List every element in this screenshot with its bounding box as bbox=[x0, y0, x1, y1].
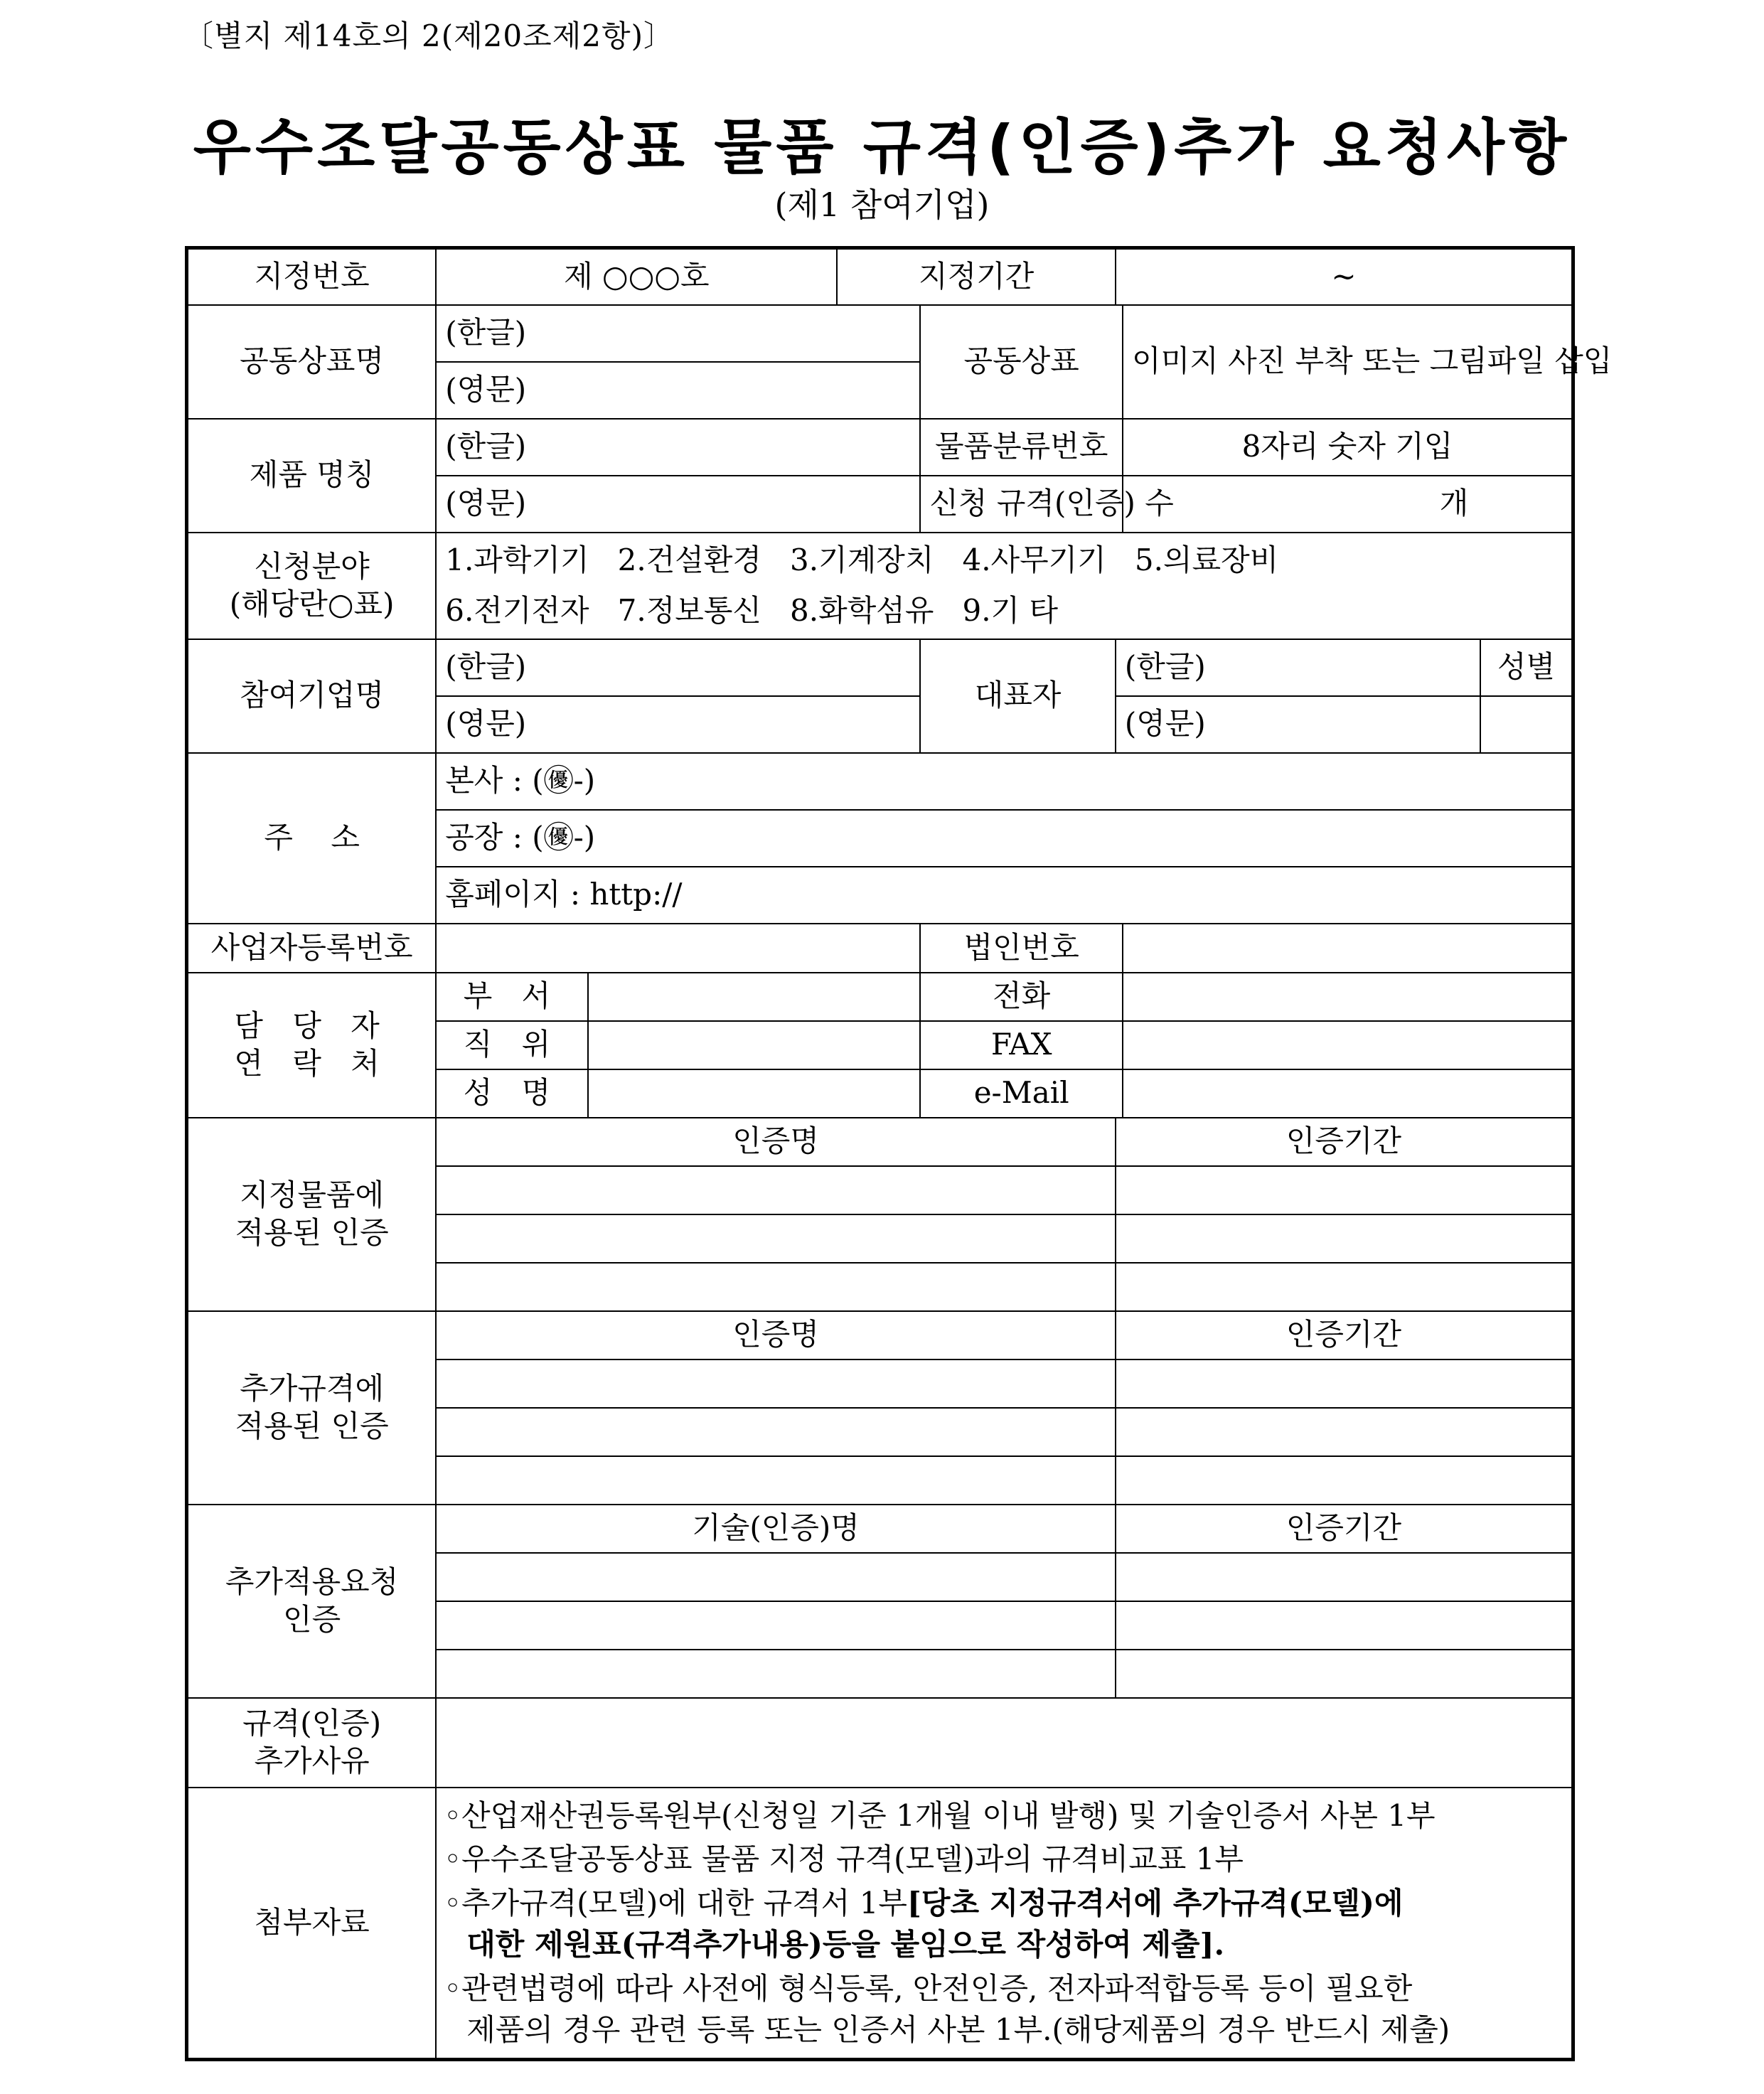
address-label: 주 소 bbox=[187, 753, 437, 924]
attachment-item-part: 대한 제원표(규격추가내용)등을 붙임으로 작성하여 제출]. bbox=[466, 1927, 1225, 1962]
cert-applied-label-line2: 적용된 인증 bbox=[235, 1214, 389, 1250]
field-label-line2: (해당란○표) bbox=[229, 586, 395, 621]
category-no-field[interactable]: 8자리 숫자 기입 bbox=[1123, 419, 1573, 476]
cert-added-label-line1: 추가규격에 bbox=[240, 1371, 385, 1406]
form-subtitle: (제1 참여기업) bbox=[774, 186, 990, 224]
cert-request-label bbox=[187, 1505, 437, 1698]
phone-label: 전화 bbox=[920, 973, 1123, 1021]
cert-applied-name-cell[interactable] bbox=[436, 1166, 1116, 1214]
attachment-item-part: ◦추가규격(모델)에 대한 규격서 1부 bbox=[444, 1886, 907, 1921]
product-name-eng-field[interactable]: (영문) bbox=[436, 476, 920, 533]
request-form-table bbox=[185, 246, 1613, 2061]
cert-applied-period-cell[interactable] bbox=[1116, 1214, 1573, 1263]
attachment-item bbox=[444, 1883, 1564, 1965]
phone-field[interactable] bbox=[1123, 973, 1573, 1021]
cert-request-period-cell[interactable] bbox=[1116, 1650, 1573, 1698]
dept-field[interactable] bbox=[588, 973, 921, 1021]
cert-applied-period-cell[interactable] bbox=[1116, 1166, 1573, 1214]
cert-request-label-line2: 인증 bbox=[283, 1601, 341, 1637]
biz-reg-label: 사업자등록번호 bbox=[187, 924, 437, 973]
hq-address-field[interactable]: 본사 : (㊝-) bbox=[436, 753, 1573, 810]
position-label: 직 위 bbox=[436, 1021, 587, 1069]
spec-count-unit: 개 bbox=[1439, 486, 1469, 521]
cert-applied-name-header: 인증명 bbox=[436, 1118, 1116, 1166]
person-name-field[interactable] bbox=[588, 1069, 921, 1118]
attachment-item-part: [당초 지정규격서에 추가규격(모델)에 bbox=[907, 1886, 1404, 1921]
field-options[interactable] bbox=[436, 533, 1573, 639]
field-label-line1: 신청분야 bbox=[254, 549, 370, 584]
gender-label: 성별 bbox=[1480, 639, 1573, 696]
tech-cert-name-cell[interactable] bbox=[436, 1650, 1116, 1698]
fax-label: FAX bbox=[920, 1021, 1123, 1069]
field-options-line1[interactable]: 1.과학기기 2.건설환경 3.기계장치 4.사무기기 5.의료장비 bbox=[445, 543, 1279, 577]
ceo-name-kor-field[interactable]: (한글) bbox=[1116, 639, 1480, 696]
brand-name-label: 공동상표명 bbox=[187, 305, 437, 419]
biz-reg-field[interactable] bbox=[436, 924, 920, 973]
cert-added-period-cell[interactable] bbox=[1116, 1456, 1573, 1505]
contact-label-line1: 담 당 자 bbox=[234, 1008, 390, 1043]
ceo-name-eng-field[interactable]: (영문) bbox=[1116, 696, 1480, 753]
cert-added-name-cell[interactable] bbox=[436, 1456, 1116, 1505]
attachment-item: ◦산업재산권등록원부(신청일 기준 1개월 이내 발행) 및 기술인증서 사본 1부 bbox=[444, 1797, 1436, 1833]
cert-added-period-header: 인증기간 bbox=[1116, 1311, 1573, 1360]
fax-field[interactable] bbox=[1123, 1021, 1573, 1069]
attachment-item-part: ◦관련법령에 따라 사전에 형식등록, 안전인증, 전자파적합등록 등이 필요한 bbox=[444, 1971, 1413, 2007]
designation-no-label: 지정번호 bbox=[187, 248, 437, 305]
homepage-field[interactable]: 홈페이지 : http:// bbox=[436, 867, 1573, 924]
cert-added-name-cell[interactable] bbox=[436, 1408, 1116, 1456]
brand-name-eng-field[interactable]: (영문) bbox=[436, 362, 920, 419]
product-name-label: 제품 명칭 bbox=[187, 419, 437, 533]
attachment-item-part: 제품의 경우 관련 등록 또는 인증서 사본 1부.(해당제품의 경우 반드시 제출) bbox=[466, 2012, 1450, 2048]
email-field[interactable] bbox=[1123, 1069, 1573, 1118]
attachment-item: ◦우수조달공동상표 물품 지정 규격(모델)과의 규격비교표 1부 bbox=[444, 1842, 1244, 1877]
reason-label-line2: 추가사유 bbox=[254, 1743, 370, 1778]
position-field[interactable] bbox=[588, 1021, 921, 1069]
person-name-label: 성 명 bbox=[436, 1069, 587, 1118]
cert-request-period-cell[interactable] bbox=[1116, 1601, 1573, 1650]
spec-count-field[interactable] bbox=[1123, 476, 1573, 533]
cert-request-period-header: 인증기간 bbox=[1116, 1505, 1573, 1553]
corp-no-field[interactable] bbox=[1123, 924, 1573, 973]
gender-field[interactable] bbox=[1480, 696, 1573, 753]
company-name-label: 참여기업명 bbox=[187, 639, 437, 753]
brand-image-slot[interactable]: 이미지 사진 부착 또는 그림파일 삽입 bbox=[1123, 305, 1573, 419]
cert-added-period-cell[interactable] bbox=[1116, 1360, 1573, 1408]
tech-cert-name-header: 기술(인증)명 bbox=[436, 1505, 1116, 1553]
cert-applied-period-header: 인증기간 bbox=[1116, 1118, 1573, 1166]
cert-applied-name-cell[interactable] bbox=[436, 1214, 1116, 1263]
cert-request-label-line1: 추가적용요청 bbox=[225, 1564, 399, 1599]
form-title: 우수조달공동상표 물품 규격(인증)추가 요청사항 bbox=[193, 112, 1571, 182]
category-no-label: 물품분류번호 bbox=[920, 419, 1123, 476]
cert-added-label-line2: 적용된 인증 bbox=[235, 1408, 389, 1443]
contact-label bbox=[187, 973, 437, 1118]
cert-applied-period-cell[interactable] bbox=[1116, 1263, 1573, 1311]
designation-period-label: 지정기간 bbox=[837, 248, 1115, 305]
company-name-eng-field[interactable]: (영문) bbox=[436, 696, 920, 753]
reason-label bbox=[187, 1698, 437, 1788]
cert-added-period-cell[interactable] bbox=[1116, 1408, 1573, 1456]
tech-cert-name-cell[interactable] bbox=[436, 1553, 1116, 1601]
corp-no-label: 법인번호 bbox=[920, 924, 1123, 973]
spec-count-label: 신청 규격(인증) 수 bbox=[920, 476, 1123, 533]
attachments-list bbox=[436, 1788, 1573, 2060]
cert-added-label bbox=[187, 1311, 437, 1505]
contact-label-line2: 연 락 처 bbox=[234, 1045, 390, 1081]
email-label: e-Mail bbox=[920, 1069, 1123, 1118]
cert-applied-label-line1: 지정물품에 bbox=[240, 1177, 385, 1212]
cert-applied-name-cell[interactable] bbox=[436, 1263, 1116, 1311]
brand-name-kor-field[interactable]: (한글) bbox=[436, 305, 920, 362]
attachment-item bbox=[444, 1968, 1564, 2051]
reason-label-line1: 규격(인증) bbox=[242, 1706, 382, 1741]
designation-no-value[interactable]: 제 ○○○호 bbox=[436, 248, 837, 305]
cert-request-period-cell[interactable] bbox=[1116, 1553, 1573, 1601]
designation-period-value[interactable]: ~ bbox=[1116, 248, 1573, 305]
field-options-line2[interactable]: 6.전기전자 7.정보통신 8.화학섬유 9.기 타 bbox=[445, 592, 1059, 628]
ceo-label: 대표자 bbox=[920, 639, 1116, 753]
annex-label: 〔별지 제14호의 2(제20조제2항)〕 bbox=[183, 18, 674, 53]
field-label bbox=[187, 533, 437, 639]
brand-label: 공동상표 bbox=[920, 305, 1123, 419]
tech-cert-name-cell[interactable] bbox=[436, 1601, 1116, 1650]
attachments-label: 첨부자료 bbox=[187, 1788, 437, 2060]
factory-address-field[interactable]: 공장 : (㊝-) bbox=[436, 810, 1573, 867]
dept-label: 부 서 bbox=[436, 973, 587, 1021]
company-name-kor-field[interactable]: (한글) bbox=[436, 639, 920, 696]
cert-applied-label bbox=[187, 1118, 437, 1311]
reason-field[interactable] bbox=[436, 1698, 1573, 1788]
cert-added-name-header: 인증명 bbox=[436, 1311, 1116, 1360]
product-name-kor-field[interactable]: (한글) bbox=[436, 419, 920, 476]
cert-added-name-cell[interactable] bbox=[436, 1360, 1116, 1408]
